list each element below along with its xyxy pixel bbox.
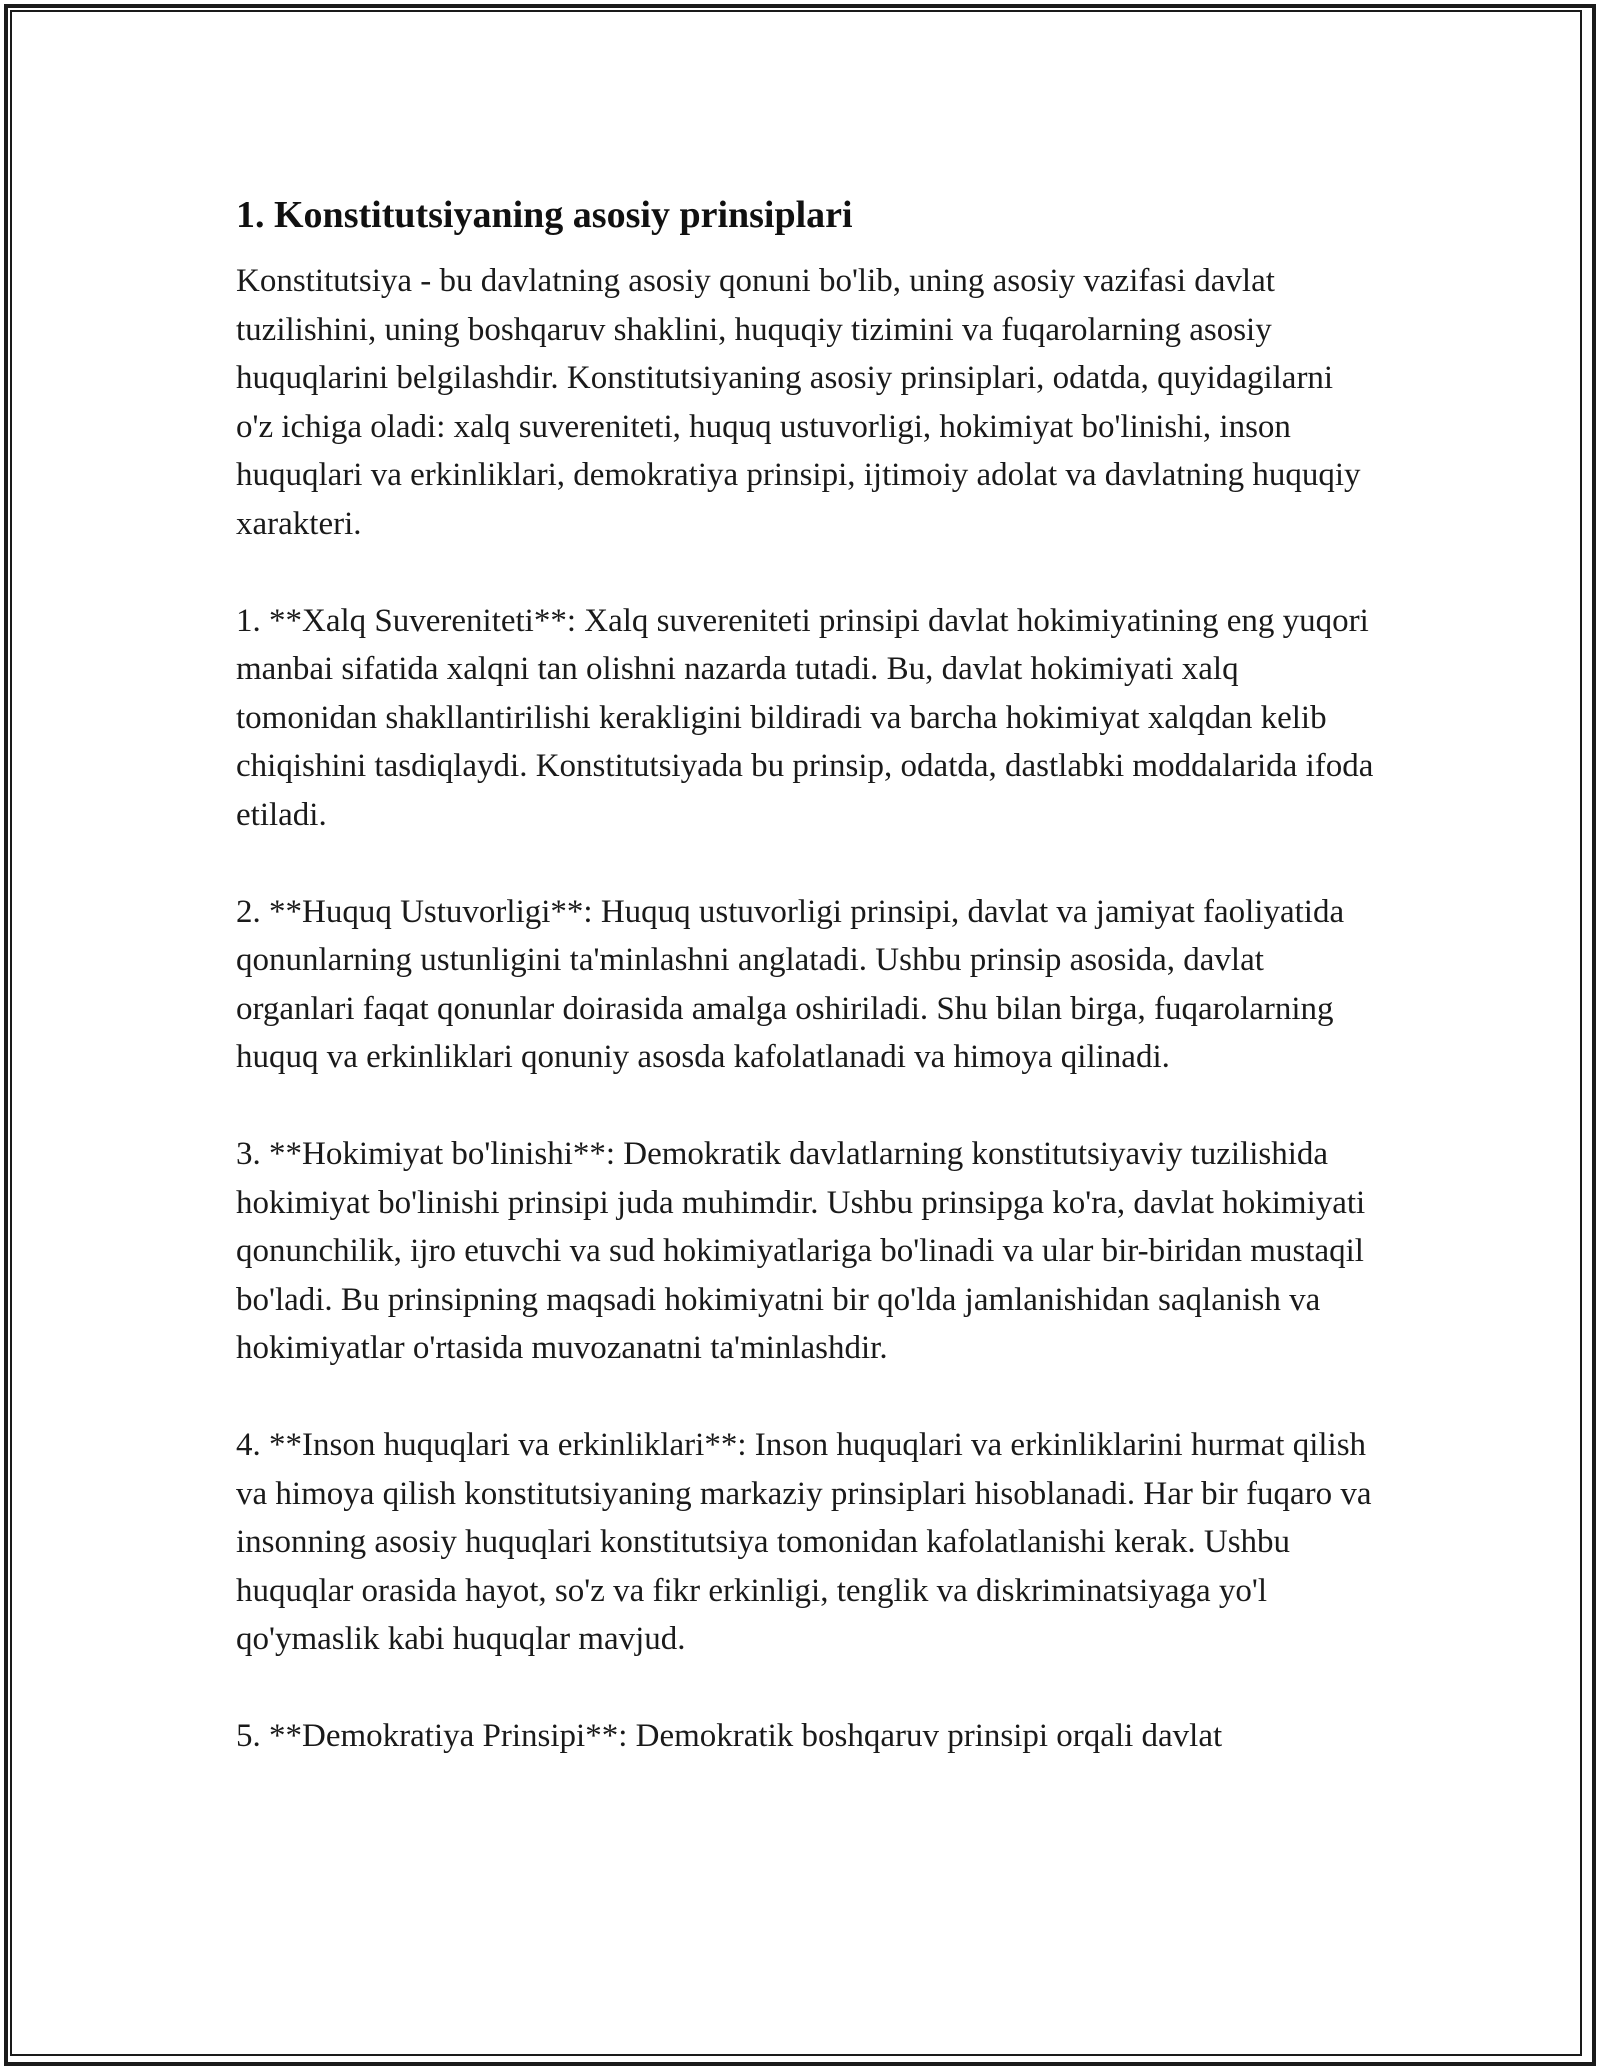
paragraph-inson-huquqlari: 4. **Inson huquqlari va erkinliklari**: Inson huquqlari va erkinliklarini hurmat qilish va himoya qilish konstitutsiyaning markaziy prinsiplari hisoblanadi. Har bir fuqaro va insonning asosiy huquqlari konstitutsiya tomonidan kafolatlanishi kerak. Ushbu huquqlar orasida hayot, so'z va fikr erkinligi, tenglik va diskriminatsiyaga yo'l qo'ymaslik kabi huquqlar mavjud. — [236, 1427, 1372, 1657]
paragraph-demokratiya-prinsipi: 5. **Demokratiya Prinsipi**: Demokratik boshqaruv prinsipi orqali davlat — [236, 1718, 1223, 1754]
document-page — [236, 185, 1376, 1761]
section-heading: 1. Konstitutsiyaning asosiy prinsiplari — [236, 194, 853, 236]
paragraph-huquq-ustuvorligi: 2. **Huquq Ustuvorligi**: Huquq ustuvorligi prinsipi, davlat va jamiyat faoliyatida qonunlarning ustunligini ta'minlashni anglatadi. Ushbu prinsip asosida, davlat organlari faqat qonunlar doirasida amalga oshiriladi. Shu bilan birga, fuqarolarning huquq va erkinliklari qonuniy asosda kafolatlanadi va himoya qilinadi. — [236, 893, 1345, 1075]
paragraph-xalq-suvereniteti: 1. **Xalq Suvereniteti**: Xalq suvereniteti prinsipi davlat hokimiyatining eng yuqori manbai sifatida xalqni tan olishni nazarda tutadi. Bu, davlat hokimiyati xalq tomonidan shakllantirilishi kerakligini bildiradi va barcha hokimiyat xalqdan kelib chiqishini tasdiqlaydi. Konstitutsiyada bu prinsip, odatda, dastlabki moddalarida ifoda etiladi. — [236, 602, 1374, 833]
intro-paragraph: Konstitutsiya - bu davlatning asosiy qonuni bo'lib, uning asosiy vazifasi davlat tuzilishini, uning boshqaruv shaklini, huquqiy tizimini va fuqarolarning asosiy huquqlarini belgilashdir. Konstitutsiyaning asosiy prinsiplari, odatda, quyidagilarni o'z ichiga oladi: xalq suvereniteti, huquq ustuvorligi, hokimiyat bo'linishi, inson huquqlari va erkinliklari, demokratiya prinsipi, ijtimoiy adolat va davlatning huquqiy xarakteri. — [236, 263, 1361, 542]
paragraph-hokimiyat-bolinishi: 3. **Hokimiyat bo'linishi**: Demokratik davlatlarning konstitutsiyaviy tuzilishida hokimiyat bo'linishi prinsipi juda muhimdir. Ushbu prinsipga ko'ra, davlat hokimiyati qonunchilik, ijro etuvchi va sud hokimiyatlariga bo'linadi va ular bir-biridan mustaqil bo'ladi. Bu prinsipning maqsadi hokimiyatni bir qo'lda jamlanishidan saqlanish va hokimiyatlar o'rtasida muvozanatni ta'minlashdir. — [236, 1136, 1366, 1366]
